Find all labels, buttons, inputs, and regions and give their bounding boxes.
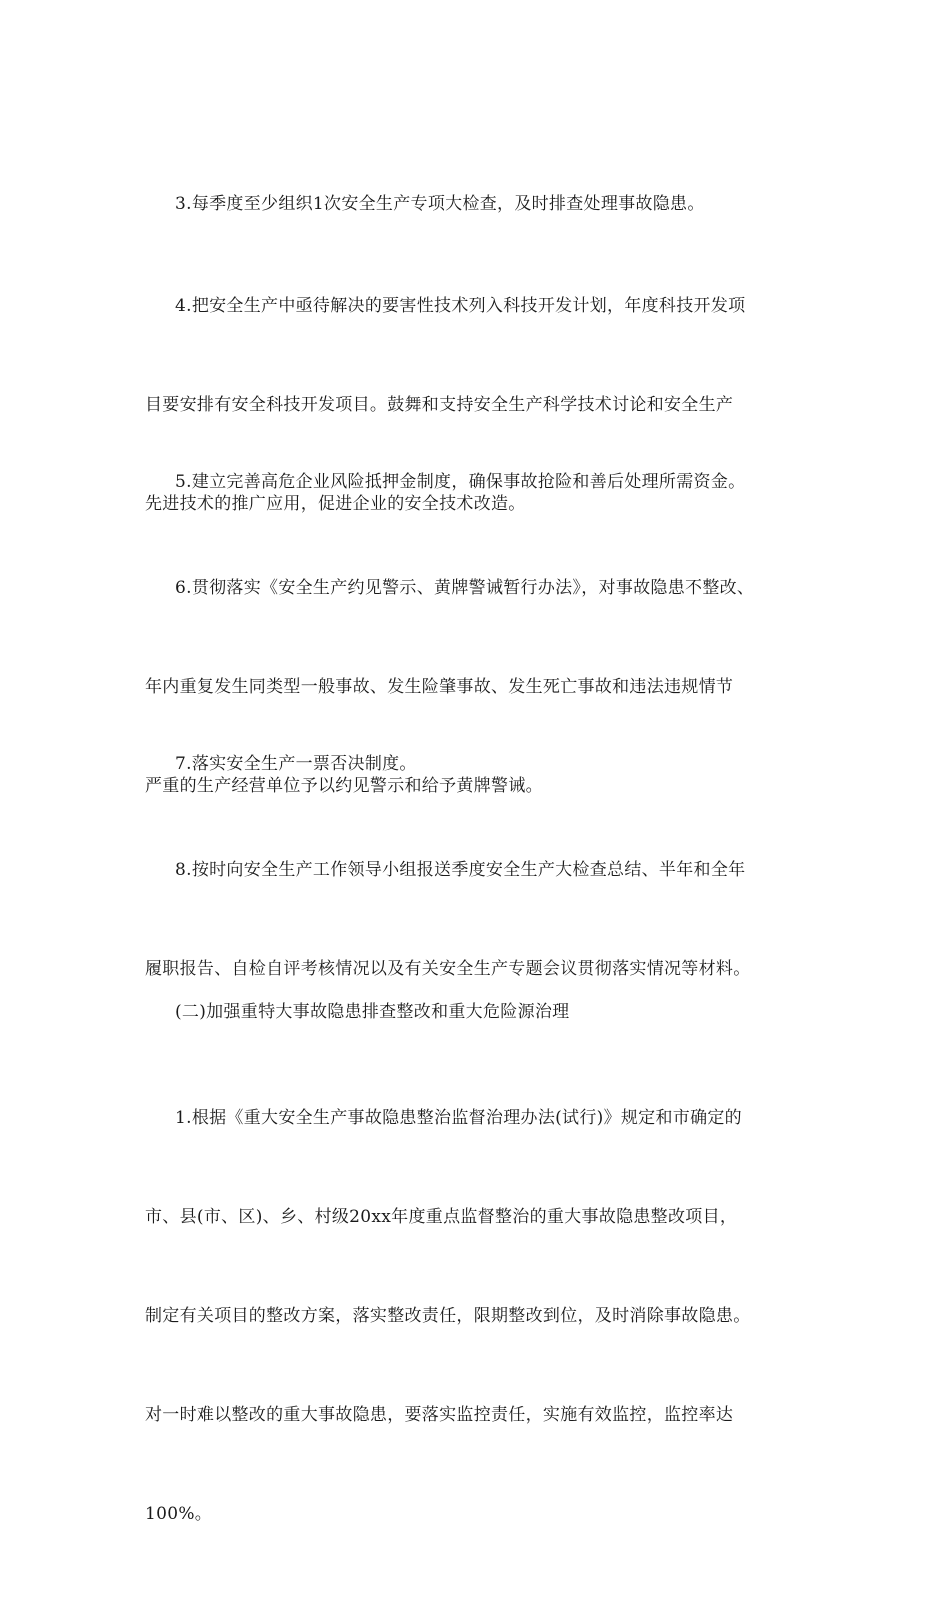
paragraph-line: 制定有关项目的整改方案，落实整改责任，限期整改到位，及时消除事故隐患。: [145, 1306, 751, 1326]
paragraph-line: 8.按时向安全生产工作领导小组报送季度安全生产大检查总结、半年和全年: [175, 860, 746, 880]
paragraph-line: 6.贯彻落实《安全生产约见警示、黄牌警诫暂行办法》，对事故隐患不整改、: [175, 578, 755, 598]
section-heading-line: (二)加强重特大事故隐患排查整改和重大危险源治理: [175, 1002, 570, 1022]
paragraph-line: 严重的生产经营单位予以约见警示和给予黄牌警诫。: [145, 776, 543, 796]
paragraph-line: 履职报告、自检自评考核情况以及有关安全生产专题会议贯彻落实情况等材料。: [145, 959, 751, 979]
paragraph-line: 5.建立完善高危企业风险抵押金制度，确保事故抢险和善后处理所需资金。: [175, 472, 746, 492]
paragraph-line: 7.落实安全生产一票否决制度。: [175, 754, 417, 774]
paragraph-line: 1.根据《重大安全生产事故隐患整治监督治理办法(试行)》规定和市确定的: [175, 1108, 742, 1128]
paragraph-item-2-1: [145, 1036, 810, 1597]
paragraph-line: 对一时难以整改的重大事故隐患，要落实监控责任，实施有效监控，监控率达: [145, 1405, 734, 1425]
paragraph-line: 3.每季度至少组织1次安全生产专项大检查，及时排查处理事故隐患。: [175, 194, 705, 214]
paragraph-line: 先进技术的推广应用，促进企业的安全技术改造。: [145, 494, 526, 514]
paragraph-line: 100%。: [145, 1504, 213, 1524]
paragraph-line: 年内重复发生同类型一般事故、发生险肇事故、发生死亡事故和违法违规情节: [145, 677, 734, 697]
paragraph-line: 市、县(市、区)、乡、村级20xx年度重点监督整治的重大事故隐患整改项目，: [145, 1207, 738, 1227]
paragraph-line: 目要安排有安全科技开发项目。鼓舞和支持安全生产科学技术讨论和安全生产: [145, 395, 734, 415]
paragraph-line: 4.把安全生产中亟待解决的要害性技术列入科技开发计划，年度科技开发项: [175, 296, 746, 316]
